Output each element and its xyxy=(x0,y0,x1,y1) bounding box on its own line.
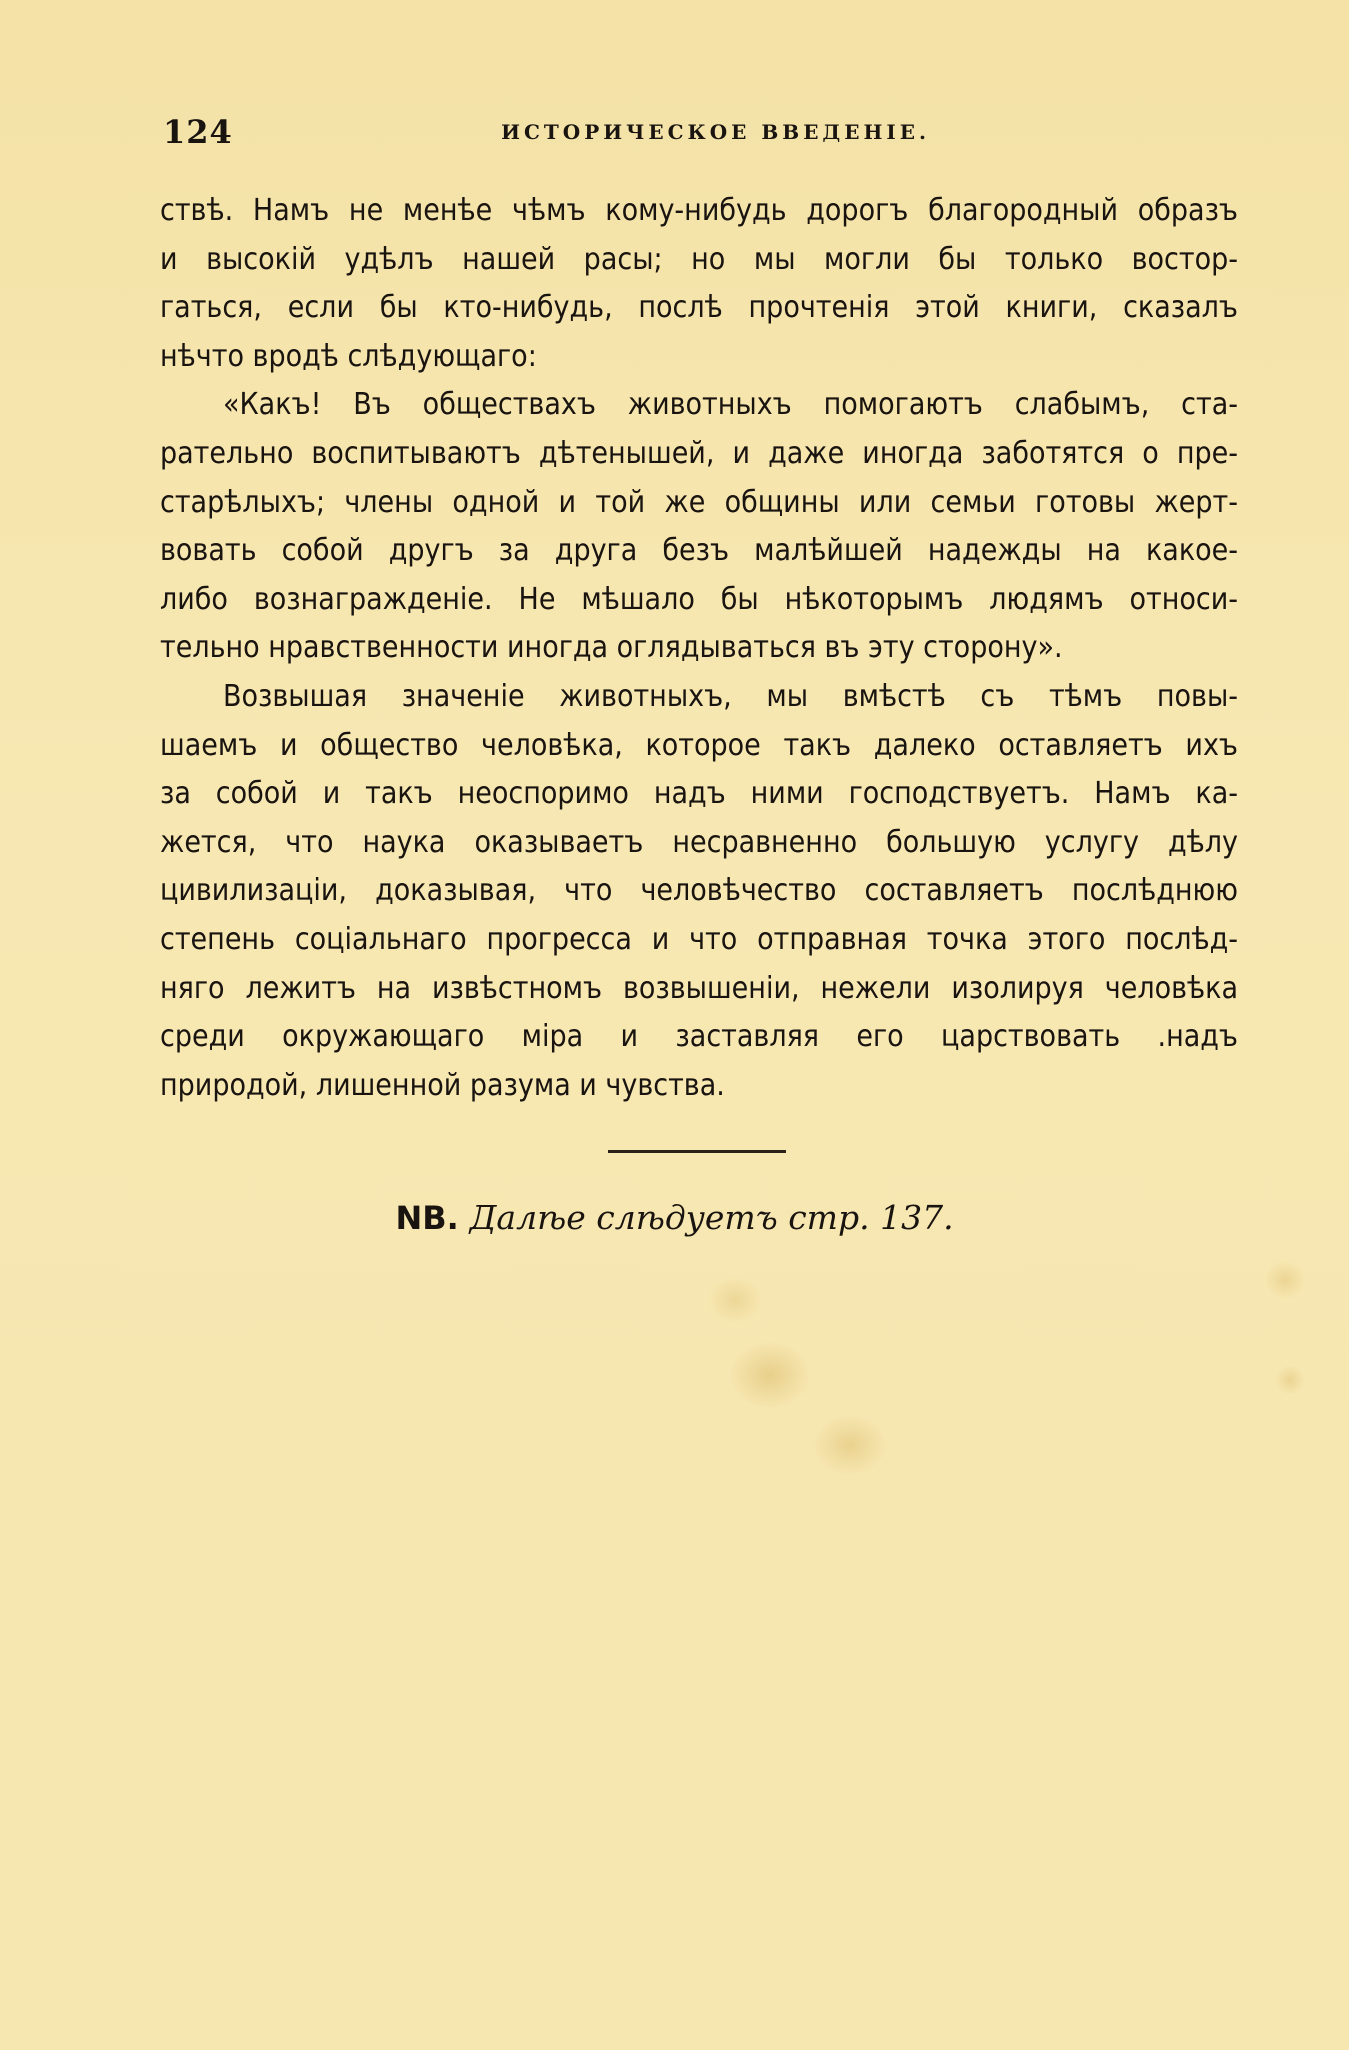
text-line: цивилизаціи, доказывая, что человѣчество составляетъ послѣднюю xyxy=(160,873,1238,909)
page-header xyxy=(163,113,1238,153)
page-number: 124 xyxy=(163,113,233,151)
text-line: шаемъ и общество человѣка, которое такъ далеко оставляетъ ихъ xyxy=(160,727,1238,763)
text-line: ствѣ. Намъ не менѣе чѣмъ кому-нибудь дорогъ благородный образъ xyxy=(160,193,1238,228)
text-line: Возвышая значеніе животныхъ, мы вмѣстѣ съ тѣмъ повы- xyxy=(223,678,1238,714)
text-line: няго лежитъ на извѣстномъ возвышеніи, нежели изолируя человѣка xyxy=(160,970,1238,1006)
note-mark: NB. xyxy=(395,1199,459,1237)
body-text xyxy=(160,187,1238,1110)
section-divider xyxy=(608,1150,786,1153)
text-line: «Какъ! Въ обществахъ животныхъ помогаютъ слабымъ, ста- xyxy=(223,387,1238,423)
running-head: ИСТОРИЧЕСКОЕ ВВЕДЕНІЕ. xyxy=(501,120,930,144)
text-line: за собой и такъ неоспоримо надъ ними господствуетъ. Намъ ка- xyxy=(160,776,1238,812)
text-line: старѣлыхъ; члены одной и той же общины или семьи готовы жерт- xyxy=(160,484,1238,520)
text-line: либо вознагражденіе. Не мѣшало бы нѣкоторымъ людямъ относи- xyxy=(160,581,1238,617)
text-line: природой, лишенной разума и чувства. xyxy=(160,1067,725,1103)
continuation-note xyxy=(0,1198,1349,1238)
text-line: нѣчто вродѣ слѣдующаго: xyxy=(160,338,537,374)
text-line: степень соціальнаго прогресса и что отправная точка этого послѣд- xyxy=(160,921,1238,957)
text-line: рательно воспитываютъ дѣтенышей, и даже иногда заботятся о пре- xyxy=(160,435,1238,471)
text-line: тельно нравственности иногда оглядываться въ эту сторону». xyxy=(160,630,1063,666)
note-text: Далѣе слѣдуетъ стр. 137. xyxy=(469,1198,954,1237)
text-line: гаться, если бы кто-нибудь, послѣ прочтенія этой книги, сказалъ xyxy=(160,290,1238,326)
text-line: вовать собой другъ за друга безъ малѣйшей надежды на какое- xyxy=(160,533,1238,569)
text-line: и высокій удѣлъ нашей расы; но мы могли бы только востор- xyxy=(160,241,1238,277)
text-line: жется, что наука оказываетъ несравненно большую услугу дѣлу xyxy=(160,824,1238,860)
text-line: среди окружающаго міра и заставляя его царствовать .надъ xyxy=(160,1019,1238,1055)
